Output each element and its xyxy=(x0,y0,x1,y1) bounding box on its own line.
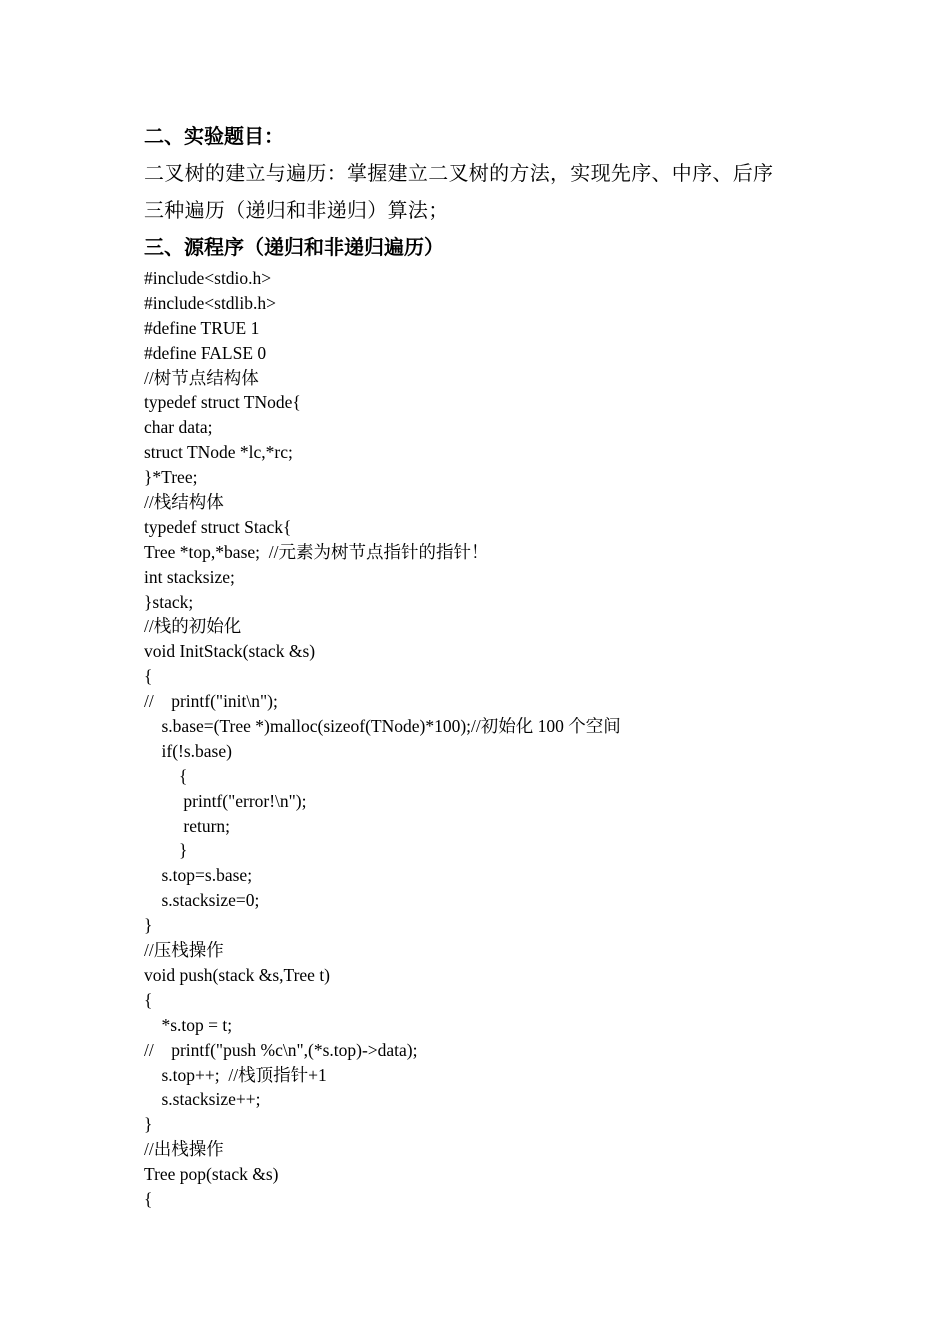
code-line: #define FALSE 0 xyxy=(144,342,267,363)
code-line: printf("error!\n"); xyxy=(144,790,307,811)
code-line: { xyxy=(144,1188,153,1209)
source-code-block xyxy=(144,266,844,1212)
code-line: #include<stdio.h> xyxy=(144,268,272,288)
code-line: s.stacksize=0; xyxy=(144,890,260,911)
code-line: //栈的初始化 xyxy=(144,616,242,637)
code-line: Tree *top,*base; //元素为树节点指针的指针！ xyxy=(144,541,489,562)
code-line: Tree pop(stack &s) xyxy=(144,1164,279,1185)
section3-heading: 三、源程序（递归和非递归遍历） xyxy=(144,235,444,259)
code-line: }stack; xyxy=(144,591,194,612)
section2-heading: 二、实验题目： xyxy=(144,124,284,148)
code-line: int stacksize; xyxy=(144,566,235,587)
code-line: s.stacksize++; xyxy=(144,1089,261,1110)
code-line: s.base=(Tree *)malloc(sizeof(TNode)*100);//初始化 100 个空间 xyxy=(144,716,621,737)
document-content xyxy=(144,118,844,1212)
code-line: //栈结构体 xyxy=(144,492,224,513)
code-line: *s.top = t; xyxy=(144,1014,233,1035)
code-line: // printf("push %c\n",(*s.top)->data); xyxy=(144,1039,418,1060)
code-line: }*Tree; xyxy=(144,467,198,488)
code-line: void InitStack(stack &s) xyxy=(144,641,316,662)
section2-line-1: 二叉树的建立与遍历：掌握建立二叉树的方法，实现先序、中序、后序 xyxy=(144,161,774,185)
code-line: } xyxy=(144,1114,153,1135)
code-line: if(!s.base) xyxy=(144,740,232,761)
code-line: typedef struct TNode{ xyxy=(144,392,301,413)
code-line: //树节点结构体 xyxy=(144,367,259,388)
code-line: #define TRUE 1 xyxy=(144,317,260,338)
code-line: s.top++; //栈顶指针+1 xyxy=(144,1064,327,1085)
code-line: return; xyxy=(144,815,231,836)
code-line: } xyxy=(144,840,188,861)
code-line: void push(stack &s,Tree t) xyxy=(144,964,331,985)
code-line: struct TNode *lc,*rc; xyxy=(144,442,293,463)
code-line: s.top=s.base; xyxy=(144,865,253,886)
section2-line-2: 三种遍历（递归和非递归）算法； xyxy=(144,198,449,222)
code-line: #include<stdlib.h> xyxy=(144,292,277,313)
code-line: // printf("init\n"); xyxy=(144,691,278,712)
code-line: typedef struct Stack{ xyxy=(144,516,292,537)
code-line: //压栈操作 xyxy=(144,940,224,961)
code-line: char data; xyxy=(144,417,213,438)
code-line: { xyxy=(144,666,153,687)
code-line: { xyxy=(144,989,153,1010)
code-line: { xyxy=(144,765,188,786)
code-line: } xyxy=(144,915,153,936)
code-line: //出栈操作 xyxy=(144,1139,224,1160)
